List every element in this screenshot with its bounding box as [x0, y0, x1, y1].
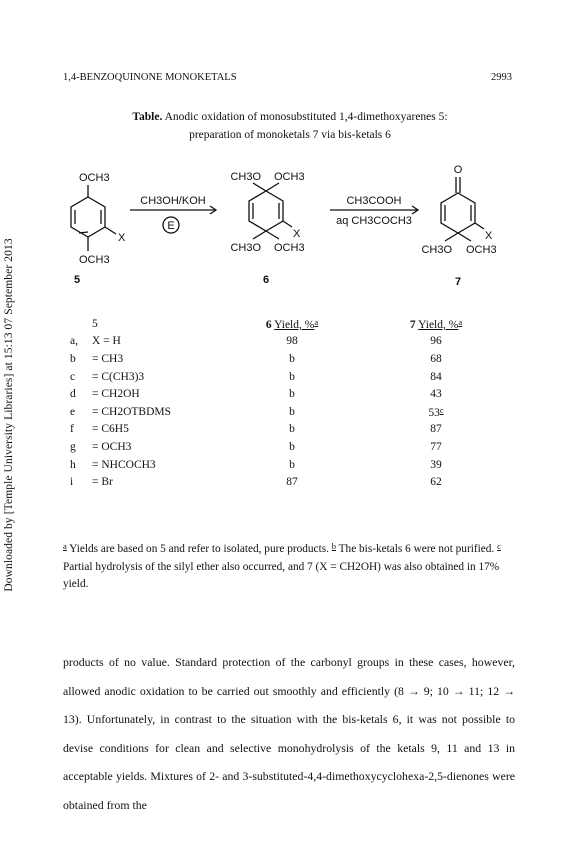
- running-title: 1,4-BENZOQUINONE MONOKETALS: [63, 72, 237, 83]
- yield-table: [70, 315, 510, 491]
- header-yield-6: 6 Yield, %$^a$: [265, 316, 319, 331]
- table-row: h = NHCOCH3 b 39: [70, 458, 442, 471]
- scheme-sub-bottom: OCH3: [79, 254, 110, 266]
- header-compound-5: 5: [92, 317, 98, 330]
- table-row: e = CH2OTBDMS b 53$^c$: [70, 404, 444, 419]
- b7-bottom-left: CH3O: [421, 244, 452, 256]
- table-row: d = CH2OH b 43: [70, 388, 442, 401]
- table-header-row: [70, 315, 510, 333]
- footnote-a: Yields are based on 5 and refer to isolated, pure products.: [69, 543, 329, 555]
- footnote-a-mark: a: [63, 541, 67, 551]
- table-row: a, X = H 98 96: [70, 335, 442, 348]
- caption-line2: preparation of monoketals 7 via bis-ketals 6: [189, 129, 391, 141]
- table-footnotes: [63, 538, 523, 594]
- scheme-x-6: X: [293, 228, 301, 240]
- reagent-2-bottom: aq CH3COCH3: [336, 215, 412, 227]
- download-watermark: [2, 190, 16, 640]
- label-7: 7: [454, 276, 462, 288]
- b6-bottom-right: OCH3: [274, 242, 305, 254]
- table-row: f = C6H5 b 87: [70, 423, 442, 436]
- b6-top-left: CH3O: [230, 171, 261, 183]
- download-note: Downloaded by [Temple University Libraries] at 15:13 07 September 2013: [3, 238, 15, 592]
- header-yield-7: 7 Yield, %$^a$: [409, 316, 463, 331]
- caption-line1: Anodic oxidation of monosubstituted 1,4-dimethoxyarenes 5:: [164, 111, 448, 123]
- b7-oxygen: O: [453, 164, 463, 176]
- scheme-sub-top: OCH3: [79, 172, 110, 184]
- footnote-c-mark: c: [497, 541, 501, 551]
- ring-6: [249, 191, 283, 231]
- body-paragraph: products of no value. Standard protection of the carbonyl groups in these cases, however, allowed anodic oxidation to be carried out smoothly and efficiently (8 → 9; 10 → 11; 12 → 13). Unfortunately, in contrast to the situation with the bis-ketals 6, it was not possible to devise conditions for clean and selective monohydrolysis of the ketals 9, 11 and 13 in acceptable yields. Mixtures of 2- and 3-substituted-4,4-dimethoxycyclohexa-2,5-dienones were obtained from the: [63, 655, 515, 812]
- reagent-1-circle: E: [167, 220, 175, 232]
- ring-7: [441, 193, 475, 233]
- footnote-b: The bis-ketals 6 were not purified.: [338, 543, 495, 555]
- scheme-x-5: X: [118, 232, 126, 244]
- table-row: c = C(CH3)3 b 84: [70, 370, 442, 383]
- table-row: i = Br 87 62: [70, 476, 442, 489]
- footnote-c: Partial hydrolysis of the silyl ether also occurred, and 7 (X = CH2OH) was also obtained in 17% yield.: [63, 560, 500, 590]
- b6-bottom-left: CH3O: [230, 242, 261, 254]
- label-6: 6: [262, 274, 270, 286]
- page-number: 2993: [491, 72, 512, 83]
- table-row: b = CH3 b 68: [70, 352, 442, 365]
- label-5: 5: [74, 274, 81, 286]
- caption-label: Table.: [132, 111, 163, 123]
- b6-top-right: OCH3: [274, 171, 305, 183]
- scheme-x-7: X: [485, 230, 493, 242]
- table-row: g = OCH3 b 77: [70, 440, 442, 453]
- table-caption: [0, 108, 580, 144]
- reagent-1: CH3OH/KOH: [140, 195, 206, 207]
- reagent-2-top: CH3COOH: [346, 195, 402, 207]
- b7-bottom-right: OCH3: [466, 244, 497, 256]
- ring-5: [71, 197, 105, 237]
- reaction-scheme: [48, 155, 528, 305]
- footnote-b-mark: b: [331, 541, 337, 551]
